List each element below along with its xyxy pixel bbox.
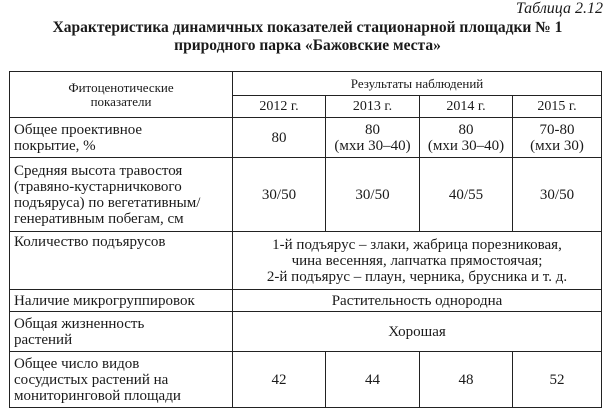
value-cell: 44 [326,352,420,408]
row-projective-cover [10,118,602,158]
header-year-2013: 2013 г. [326,96,420,118]
header-year-2012: 2012 г. [233,96,326,118]
row-label [10,158,233,232]
row-microgroups [10,290,602,312]
value-cell: 52 [513,352,602,408]
row-label-line: сосудистых растений на [14,371,169,388]
header-indicators-line-2: показатели [90,93,152,109]
row-label: Количество подъярусов [10,232,233,290]
row-label [10,312,233,352]
value-cell [420,118,513,158]
row-label-line: Общее число видов [14,355,140,372]
value-line: чина весенняя, лапчатка прямостоячая; [291,252,543,269]
row-label: Наличие микрогруппировок [10,290,233,312]
caption-line-2: природного парка «Бажовские места» [174,37,441,54]
row-label-line: растений [14,331,73,348]
row-label [10,118,233,158]
header-results: Результаты наблюдений [233,72,602,96]
row-sublayers [10,232,602,290]
value-cell [233,118,326,158]
value-cell: 42 [233,352,326,408]
caption-line-1: Характеристика динамичных показателей стационарной площадки № 1 [52,19,563,36]
row-label-line: Общая жизненность [14,315,145,332]
value-line: (мхи 30–40) [427,137,505,154]
value-line: 1-й подъярус – злаки, жабрица порезниковая, [272,236,562,253]
value-line: 70-80 [539,121,575,138]
value-line: 80 [458,121,474,138]
observation-table [9,71,602,408]
row-grass-height [10,158,602,232]
merged-value-cell: Растительность однородна [233,290,602,312]
value-cell [513,118,602,158]
row-label [10,352,233,408]
merged-value-cell: Хорошая [233,312,602,352]
value-line: 80 [365,121,380,138]
header-indicators-line-1: Фитоценотические [68,79,174,95]
value-line: 2-й подъярус – плаун, черника, брусника и т. д. [266,268,568,285]
value-cell: 30/50 [326,158,420,232]
row-label-line: покрытие, % [14,137,96,154]
header-row-1 [10,72,602,96]
value-cell [326,118,420,158]
table-number: Таблица 2.12 [515,0,603,17]
header-indicators [10,72,233,118]
value-cell: 48 [420,352,513,408]
value-cell: 30/50 [233,158,326,232]
value-cell: 30/50 [513,158,602,232]
value-cell: 40/55 [420,158,513,232]
table-caption [0,19,615,55]
row-label-line: Общее проективное [14,121,143,138]
merged-value-cell [233,232,602,290]
row-vitality [10,312,602,352]
value-line: 80 [271,129,287,146]
row-label-line: генеративным побегам, см [14,210,184,227]
row-species-count [10,352,602,408]
row-label-line: Средняя высота травостоя [14,162,183,179]
value-line: (мхи 30) [530,137,584,154]
row-label-line: мониторинговой площади [14,387,181,404]
row-label-line: подъяруса) по вегетативным/ [14,194,201,211]
value-line: (мхи 30–40) [334,137,411,154]
row-label-line: (травяно-кустарничкового [14,178,182,195]
header-year-2015: 2015 г. [513,96,602,118]
header-year-2014: 2014 г. [420,96,513,118]
